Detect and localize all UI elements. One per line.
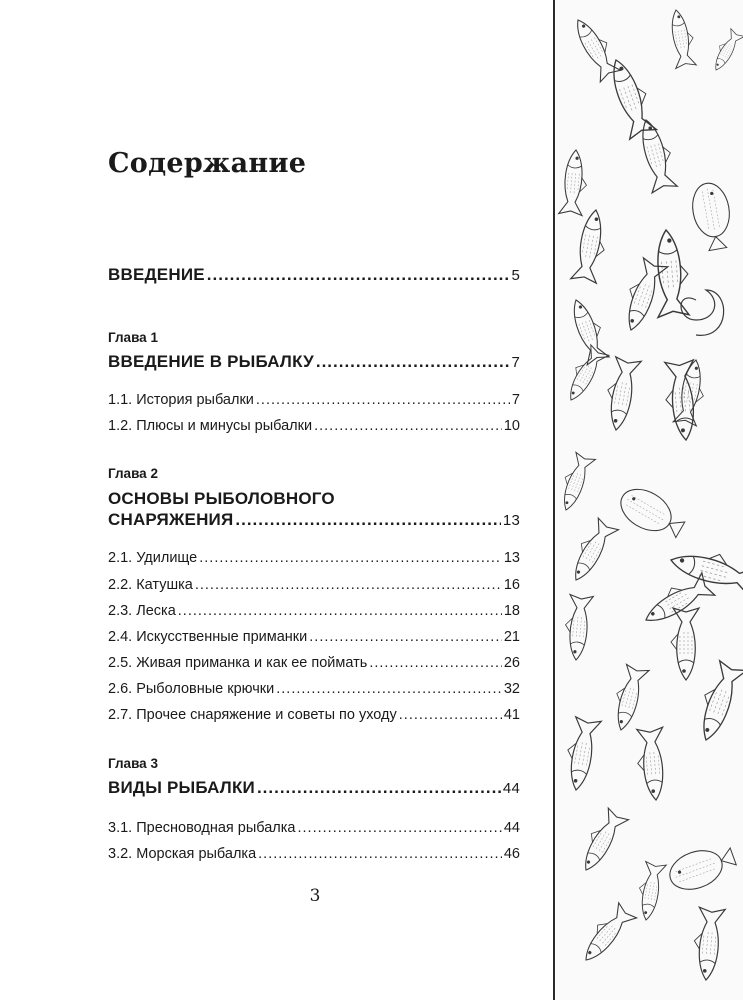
toc-entry-page: 7 xyxy=(511,392,520,408)
toc-entry-page: 21 xyxy=(503,629,520,645)
toc-entry-section[interactable] xyxy=(108,654,520,672)
toc-entry-page: 26 xyxy=(503,655,520,671)
toc-entry-label: 1.2. Плюсы и минусы рыбалки xyxy=(108,418,313,434)
fish-illustration-icon xyxy=(556,0,743,1000)
toc-entry-section[interactable] xyxy=(108,706,520,724)
toc-entry-label: 2.5. Живая приманка и как ее поймать xyxy=(108,655,368,671)
toc-entry-section[interactable] xyxy=(108,549,520,567)
toc-entry-section[interactable] xyxy=(108,417,520,435)
toc-entry-title-line: ОСНОВЫ РЫБОЛОВНОГО xyxy=(108,489,335,508)
toc-entry-label: 2.4. Искусственные приманки xyxy=(108,629,308,645)
toc-entry-label: 3.1. Пресноводная рыбалка xyxy=(108,820,296,836)
toc-entry-section[interactable] xyxy=(108,628,520,646)
leader-dots xyxy=(276,680,502,698)
toc-entry-page: 13 xyxy=(502,512,520,529)
toc-entry-page: 5 xyxy=(511,267,520,284)
toc-entry-label: ВВЕДЕНИЕ В РЫБАЛКУ xyxy=(108,352,314,371)
toc-entry-page: 44 xyxy=(502,780,520,797)
toc-entry-label: ВИДЫ РЫБАЛКИ xyxy=(108,778,255,797)
toc-entry-section[interactable] xyxy=(108,391,520,409)
toc-entry-section[interactable] xyxy=(108,845,520,863)
toc-entry-page: 32 xyxy=(503,681,520,697)
toc-entry-section[interactable] xyxy=(108,819,520,837)
leader-dots xyxy=(256,391,510,409)
leader-dots xyxy=(298,819,502,837)
toc-entry-page: 7 xyxy=(511,354,520,371)
toc-entry-label: 2.7. Прочее снаряжение и советы по уходу xyxy=(108,707,397,723)
leader-dots xyxy=(309,628,502,646)
toc-entry-label: 2.6. Рыболовные крючки xyxy=(108,681,275,697)
toc-entry-page: 13 xyxy=(503,550,520,566)
leader-dots xyxy=(178,602,502,620)
toc-entry-section[interactable] xyxy=(108,576,520,594)
toc-entry-chapter-3[interactable] xyxy=(108,779,520,798)
toc-entry-label: 2.3. Леска xyxy=(108,603,176,619)
page-divider xyxy=(553,0,555,1000)
toc-entry-page: 18 xyxy=(503,603,520,619)
toc-entry-chapter-1[interactable] xyxy=(108,353,520,372)
toc-entry-page: 16 xyxy=(503,577,520,593)
leader-dots xyxy=(369,654,502,672)
chapter-label: Глава 1 xyxy=(108,330,158,345)
toc-entry-page: 44 xyxy=(503,820,520,836)
toc-entry-section[interactable] xyxy=(108,602,520,620)
leader-dots xyxy=(207,266,510,284)
leader-dots xyxy=(316,353,510,371)
chapter-label: Глава 2 xyxy=(108,466,158,481)
toc-entry-label: ВВЕДЕНИЕ xyxy=(108,265,205,284)
toc-entry-label: 2.2. Катушка xyxy=(108,577,193,593)
toc-entry-page: 41 xyxy=(503,707,520,723)
toc-entry-chapter-2[interactable] xyxy=(108,511,520,530)
toc-entry-page: 10 xyxy=(503,418,520,434)
leader-dots xyxy=(258,845,502,863)
toc-entry-label: 3.2. Морская рыбалка xyxy=(108,846,257,862)
toc-entry-intro[interactable] xyxy=(108,266,520,285)
leader-dots xyxy=(199,549,502,567)
leader-dots xyxy=(195,576,502,594)
leader-dots xyxy=(235,511,501,529)
leader-dots xyxy=(399,706,502,724)
page-title: Содержание xyxy=(108,148,307,179)
leader-dots xyxy=(314,417,502,435)
fish-pattern-icon xyxy=(556,0,743,1000)
toc-entry-label: 2.1. Удилище xyxy=(108,550,198,566)
chapter-label: Глава 3 xyxy=(108,756,158,771)
toc-entry-page: 46 xyxy=(503,846,520,862)
toc-entry-section[interactable] xyxy=(108,680,520,698)
toc-entry-label: 1.1. История рыбалки xyxy=(108,392,254,408)
leader-dots xyxy=(257,779,501,797)
page-number: 3 xyxy=(309,886,321,906)
toc-entry-label: СНАРЯЖЕНИЯ xyxy=(108,510,234,529)
